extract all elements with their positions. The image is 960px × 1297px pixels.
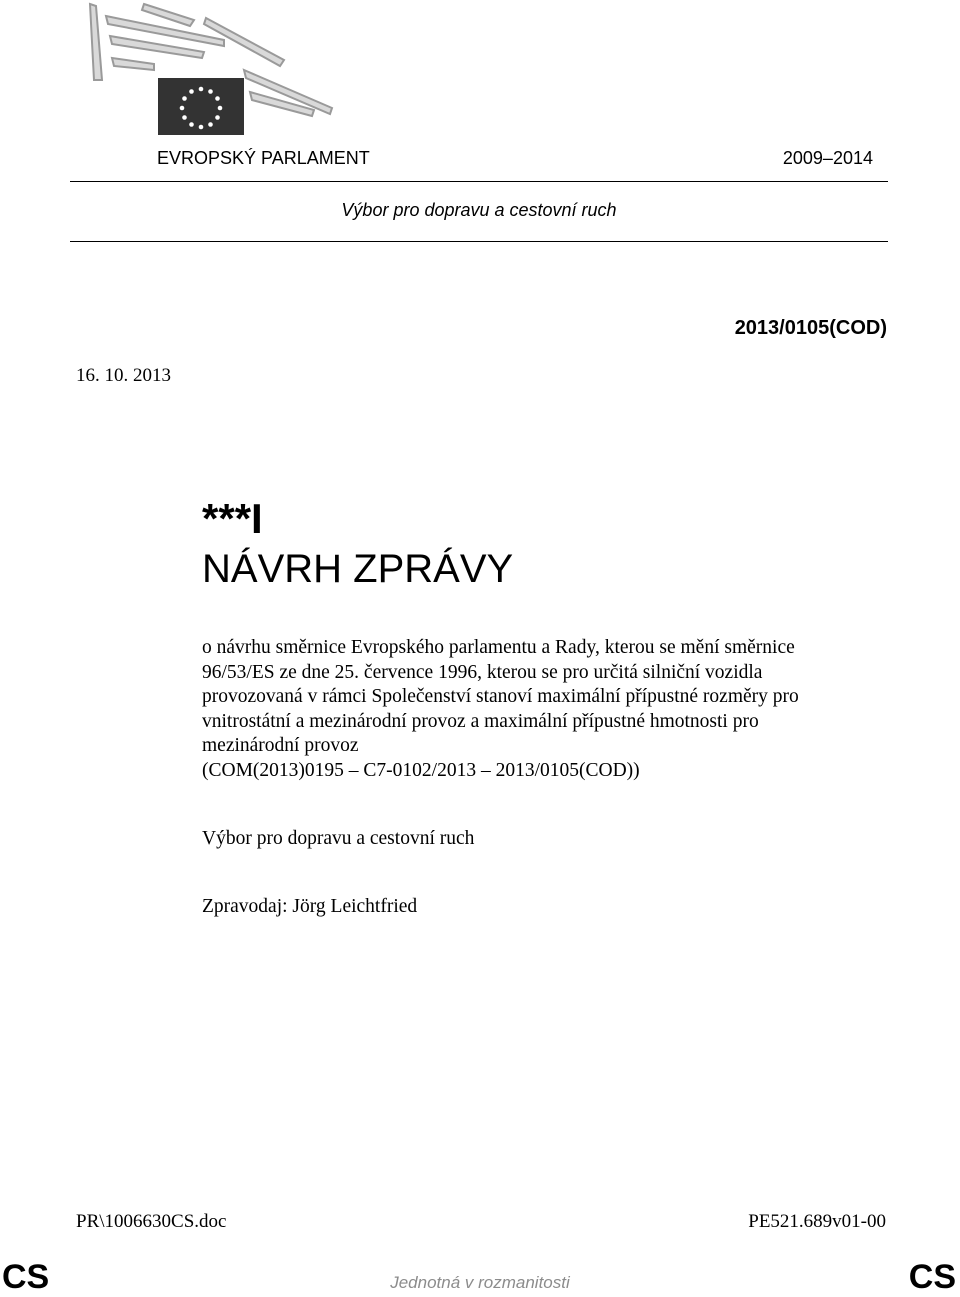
subject-line: provozovaná v rámci Společenství stanoví maximální přípustné rozměry pro	[202, 686, 799, 708]
language-code-left: CS	[2, 1258, 50, 1296]
parliamentary-term: 2009–2014	[782, 148, 873, 168]
subject-line: vnitrostátní a mezinárodní provoz a maximální přípustné hmotnosti pro	[202, 710, 759, 732]
document-reference: PR\1006630CS.doc	[76, 1211, 227, 1232]
institution-name: EVROPSKÝ PARLAMENT	[157, 148, 370, 168]
document-date: 16. 10. 2013	[76, 365, 171, 386]
subject-line: 96/53/ES ze dne 25. července 1996, kterou se pro určitá silniční vozidla	[202, 661, 763, 683]
document-title: NÁVRH ZPRÁVY	[202, 547, 514, 591]
committee-name: Výbor pro dopravu a cestovní ruch	[202, 828, 475, 849]
subject-line: (COM(2013)0195 – C7-0102/2013 – 2013/0105(COD))	[202, 759, 640, 781]
procedure-number: 2013/0105(COD)	[734, 317, 887, 339]
subject-line: o návrhu směrnice Evropského parlamentu a Rady, kterou se mění směrnice	[202, 637, 795, 658]
report-subject	[202, 636, 902, 784]
subject-line: mezinárodní provoz	[202, 735, 359, 757]
committee-header: Výbor pro dopravu a cestovní ruch	[341, 200, 617, 220]
european-parliament-logo-icon	[84, 0, 334, 136]
header-divider	[70, 181, 888, 182]
rapporteur: Zpravodaj: Jörg Leichtfried	[202, 896, 418, 917]
language-code-right: CS	[908, 1258, 956, 1296]
procedure-type: ***I	[202, 495, 263, 542]
pe-number: PE521.689v01-00	[748, 1211, 886, 1232]
eu-motto: Jednotná v rozmanitosti	[390, 1273, 570, 1292]
eu-flag-icon	[84, 0, 334, 136]
header-divider-bottom	[70, 241, 888, 242]
